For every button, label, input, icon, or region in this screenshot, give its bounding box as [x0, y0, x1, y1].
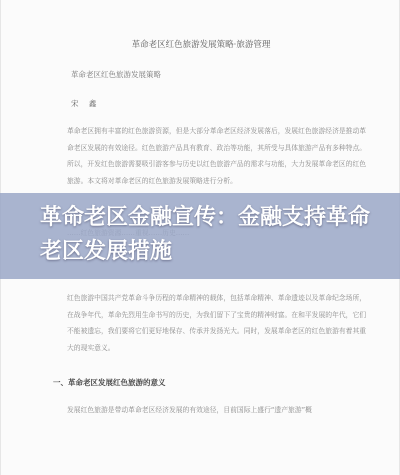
document-author: 宋 鑫 — [71, 99, 101, 108]
document-title: 革命老区红色旅游发展策略·旅游管理 — [131, 40, 271, 50]
body-paragraph-1: 革命老区拥有丰富的红色旅游资源，但是大部分革命老区经济发展落后，发展红色旅游经济是推动革命老区发展的有效途径。红色旅游产品具有教育、政治等功能，其所受与具体旅游产品有多种特点。所以，开发红色旅游需要吸引游客参与历史以红色旅游产品的需求与功能，大力发展革命老区的红色旅游。本文将对革命老区的红色旅游发展策略进行分析。 — [67, 127, 367, 185]
body-paragraph-3: 红色旅游中国共产党革命斗争历程的革命精神的载体，包括革命精神、革命遗迹以及革命纪念场所，在战争年代，革命先烈用生命书写的历史，为我们留下了宝贵的精神财富。在和平发展的年代，它们不能被遗忘，我们要将它们更好地保存、传承并发扬光大。同时，发展革命老区的红色旅游有着其重大的现实意义。 — [67, 294, 367, 352]
body-paragraph-4: 发展红色旅游是带动革命老区经济发展的有效途径，目前国际上盛行“遗产旅游”概 — [67, 406, 312, 414]
headline-text: 革命老区金融宣传：金融支持革命老区发展措施 — [40, 205, 371, 264]
document-subtitle: 革命老区红色旅游发展策略 — [71, 70, 161, 79]
section-heading: 一、革命老区发展红色旅游的意义 — [53, 378, 166, 387]
